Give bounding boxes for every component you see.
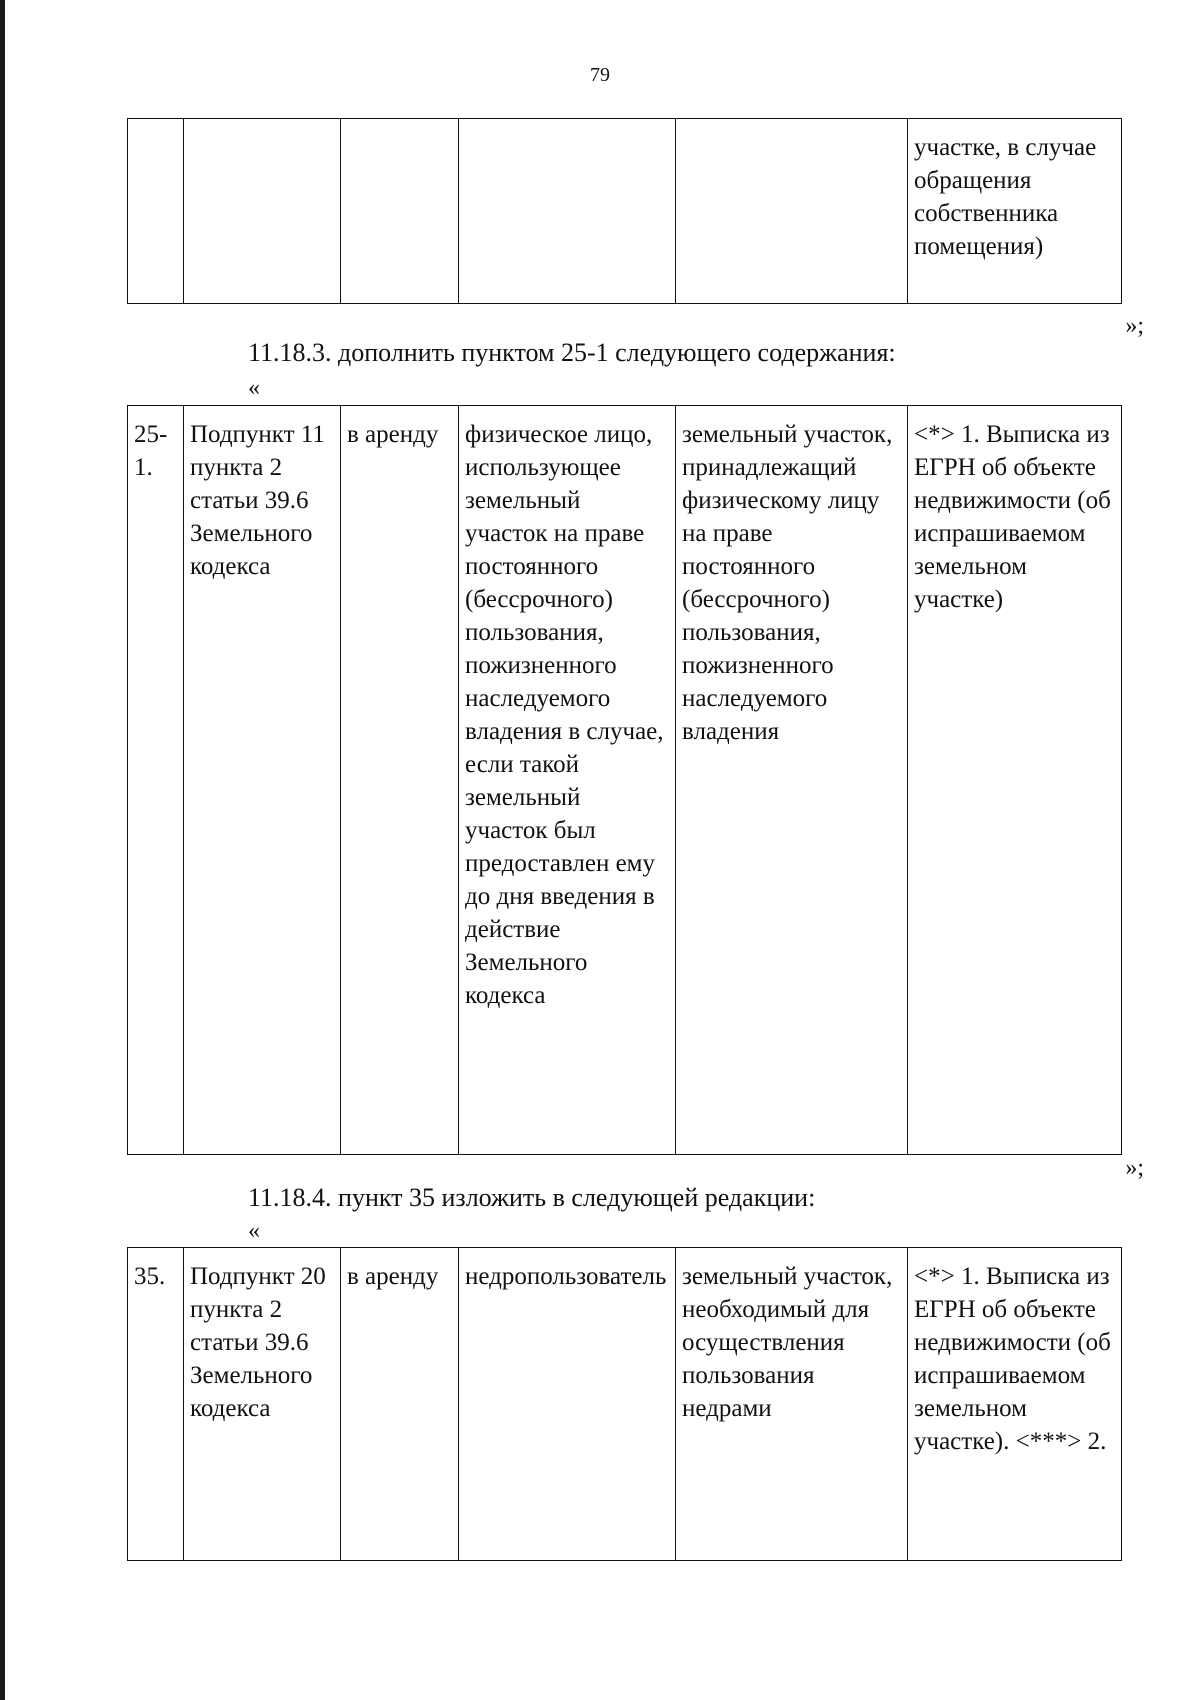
table-item-25-1 [127, 405, 1122, 1155]
table-item-35 [127, 1247, 1122, 1561]
cell-legal-basis [184, 119, 341, 304]
cell-documents: участке, в случае обращения собственника помещения) [908, 119, 1122, 304]
cell-legal-basis: Подпункт 20 пункта 2 статьи 39.6 Земельного кодекса [184, 1248, 341, 1561]
cell-applicant [459, 119, 676, 304]
section-11-18-4: 11.18.4. пункт 35 изложить в следующей редакции: [248, 1183, 816, 1212]
cell-applicant: недропользователь [459, 1248, 676, 1561]
page-number: 79 [590, 64, 610, 86]
cell-number [128, 119, 184, 304]
closing-quote: »; [1125, 1155, 1144, 1181]
opening-quote: « [248, 1218, 260, 1244]
cell-applicant: физическое лицо, использующее земельный участок на праве постоянного (бессрочного) пользования, пожизненного наследуемого владения в случае, если такой земельный участок был предоставлен ему до дня введения в действие Земельного кодекса [459, 406, 676, 1155]
cell-land-plot: земельный участок, необходимый для осуществления пользования недрами [676, 1248, 908, 1561]
cell-documents: <*> 1. Выписка из ЕГРН об объекте недвижимости (об испрашиваемом земельном участке). <***> 2. [908, 1248, 1122, 1561]
table-continuation [127, 118, 1122, 304]
closing-quote: »; [1125, 313, 1144, 339]
scan-left-edge [0, 0, 5, 1700]
cell-land-plot [676, 119, 908, 304]
table-row [128, 406, 1122, 1155]
table-row [128, 1248, 1122, 1561]
cell-right-type: в аренду [341, 1248, 459, 1561]
cell-right-type [341, 119, 459, 304]
cell-land-plot: земельный участок, принадлежащий физическому лицу на праве постоянного (бессрочного) пользования, пожизненного наследуемого владения [676, 406, 908, 1155]
section-11-18-3: 11.18.3. дополнить пунктом 25-1 следующего содержания: [248, 338, 896, 367]
cell-right-type: в аренду [341, 406, 459, 1155]
opening-quote: « [248, 375, 260, 401]
cell-documents: <*> 1. Выписка из ЕГРН об объекте недвижимости (об испрашиваемом земельном участке) [908, 406, 1122, 1155]
cell-number: 25-1. [128, 406, 184, 1155]
cell-number: 35. [128, 1248, 184, 1561]
cell-legal-basis: Подпункт 11 пункта 2 статьи 39.6 Земельного кодекса [184, 406, 341, 1155]
table-row [128, 119, 1122, 304]
